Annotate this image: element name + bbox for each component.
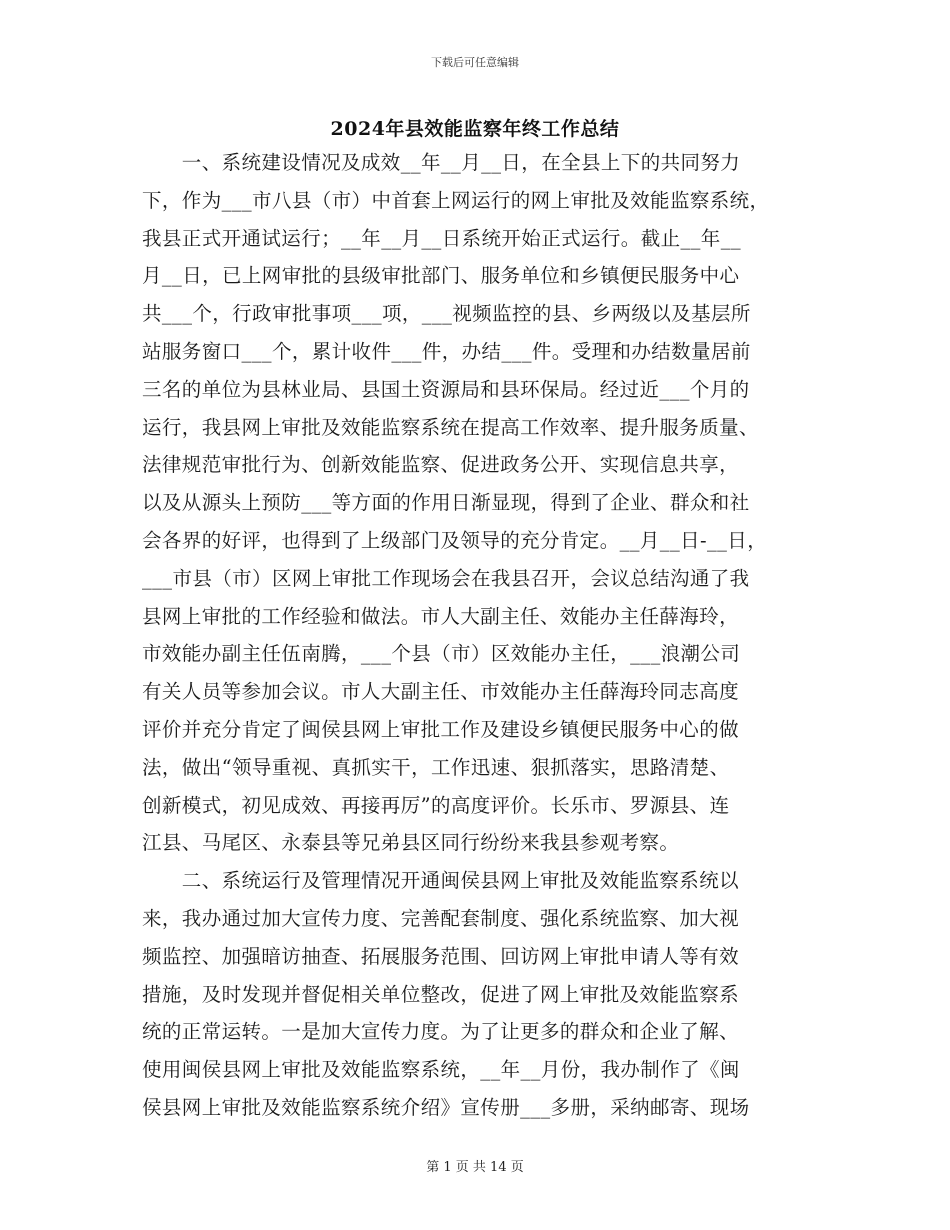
document-body <box>142 144 812 1127</box>
text-line: 法律规范审批行为、创新效能监察、促进政务公开、实现信息共享， <box>142 453 740 477</box>
text-line: 以及从源头上预防___等方面的作用日渐显现，得到了企业、群众和社 <box>142 491 750 515</box>
text-line: 一、系统建设情况及成效__年__月__日，在全县上下的共同努力 <box>142 151 741 174</box>
text-line: 站服务窗口___个，累计收件___件，办结___件。受理和办结数量居前 <box>142 339 751 363</box>
text-line: 措施，及时发现并督促相关单位整改，促进了网上审批及效能监察系 <box>142 982 740 1006</box>
header-note: 下载后可任意编辑 <box>431 56 519 69</box>
text-line: 创新模式，初见成效、再接再厉”的高度评价。长乐市、罗源县、连 <box>142 793 730 817</box>
text-line: 市效能办副主任伍南腾，___个县（市）区效能办主任，___浪潮公司 <box>142 642 741 666</box>
text-line: 运行，我县网上审批及效能监察系统在提高工作效率、提升服务质量、 <box>142 415 759 439</box>
document-title: 2024年县效能监察年终工作总结 <box>330 118 620 140</box>
text-line: 我县正式开通试运行；__年__月__日系统开始正式运行。截止__年__ <box>142 226 742 250</box>
text-line: 评价并充分肯定了闽侯县网上审批工作及建设乡镇便民服务中心的做 <box>142 717 740 741</box>
text-line: 来，我办通过加大宣传力度、完善配套制度、强化系统监察、加大视 <box>142 906 740 930</box>
text-line: 二、系统运行及管理情况开通闽侯县网上审批及效能监察系统以 <box>142 869 740 893</box>
text-line: ___市县（市）区网上审批工作现场会在我县召开，会议总结沟通了我 <box>142 566 750 590</box>
text-line: 法，做出“领导重视、真抓实干，工作迅速、狠抓落实，思路清楚、 <box>142 755 730 779</box>
text-line: 会各界的好评，也得到了上级部门及领导的充分肯定。__月__日-__日， <box>142 528 768 552</box>
text-line: 使用闽侯县网上审批及效能监察系统，__年__月份，我办制作了《闽 <box>142 1058 740 1082</box>
page-footer: 第 1 页 共 14 页 <box>426 1160 524 1175</box>
text-line: 县网上审批的工作经验和做法。市人大副主任、效能办主任薛海玲， <box>142 604 740 628</box>
text-line: 频监控、加强暗访抽查、拓展服务范围、回访网上审批申请人等有效 <box>142 944 740 968</box>
text-line: 侯县网上审批及效能监察系统介绍》宣传册___多册，采纳邮寄、现场 <box>142 1095 750 1119</box>
text-line: 下，作为___市八县（市）中首套上网运行的网上审批及效能监察系统， <box>142 188 770 212</box>
text-line: 江县、马尾区、永泰县等兄弟县区同行纷纷来我县参观考察。 <box>142 831 680 855</box>
text-line: 统的正常运转。一是加大宣传力度。为了让更多的群众和企业了解、 <box>142 1020 740 1044</box>
text-line: 月__日，已上网审批的县级审批部门、服务单位和乡镇便民服务中心 <box>142 264 740 288</box>
text-line: 三名的单位为县林业局、县国土资源局和县环保局。经过近___个月的 <box>142 377 750 401</box>
text-line: 有关人员等参加会议。市人大副主任、市效能办主任薛海玲同志高度 <box>142 680 740 704</box>
text-line: 共___个，行政审批事项___项，___视频监控的县、乡两级以及基层所 <box>142 302 751 326</box>
